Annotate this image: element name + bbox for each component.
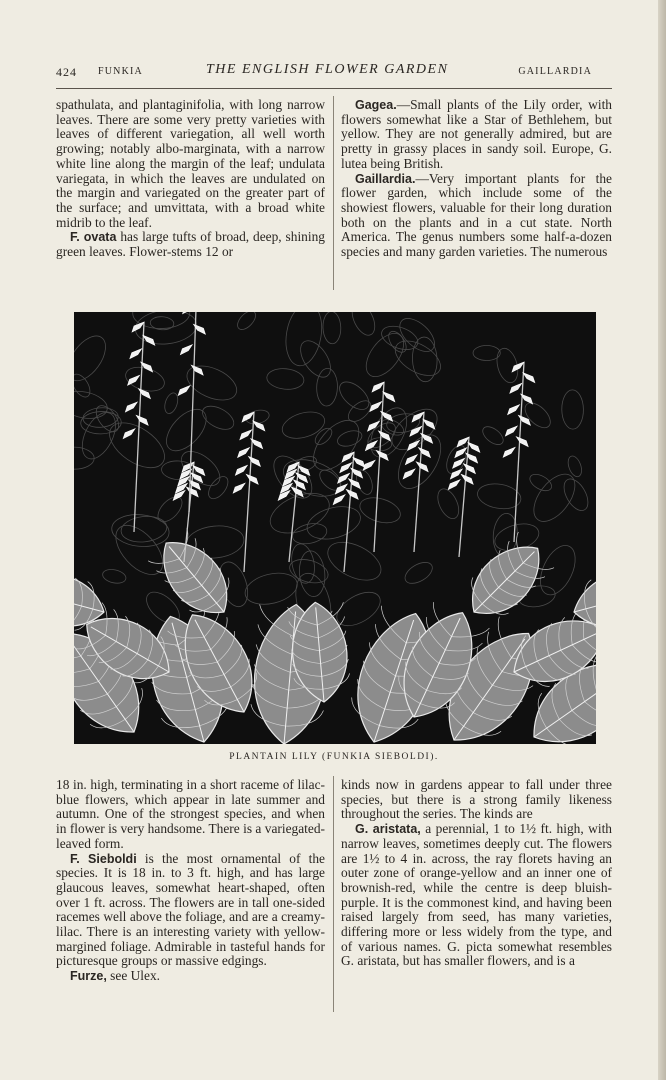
figure-caption: PLANTAIN LILY (FUNKIA SIEBOLDI). [229,752,439,762]
column-separator-top [333,96,334,290]
paragraph: kinds now in gardens appear to fall under three species, but there is a strong family likeness throughout the series. The kinds are [341,777,612,822]
entry-heading: G. aristata, [355,822,421,837]
running-header [56,62,612,82]
column-bottom-right [341,778,612,969]
entry-text: see Ulex. [106,968,160,984]
entry-heading: F. ovata [70,230,117,245]
entry-heading: Gaillardia. [355,171,416,186]
column-top-left [56,98,325,260]
column-separator-bottom [333,776,334,1012]
paragraph: spathulata, and plantaginifolia, with long narrow leaves. There are some very pretty varieties with leaves of different variegation, all well worth growing; notably albo-marginata, with a narrow white line along the margin of the leaf; undulata variegata, in which the leaves are undulated on the margin and variegated on the greater part of the surface; and umvittata, with a broad white midrib to the leaf. [56,97,325,230]
paragraph [56,230,325,259]
entry-text: —Very important plants for the flower garden, which include some of the showiest flowers, valuable for their long duration both on the plants and in a cut state. North America. The genus numbers some half-a-dozen species and many garden varieties. The numerous [341,170,612,260]
column-top-right [341,98,612,260]
page-edge [658,0,666,1080]
entry-text: a perennial, 1 to 1½ ft. high, with narrow leaves, sometimes deeply cut. The flowers are 1½ to 4 in. across, the ray florets having an outer zone of orange-yellow and an inner one of brownish-red, while the centre is deep bluish-purple. It is the commonest kind, and having been raised largely from seed, has many varieties, differing more or less widely from the type, and of various names. G. picta somewhat resembles G. aristata, but has smaller flowers, and is a [341,821,612,969]
book-title: THE ENGLISH FLOWER GARDEN [206,62,449,77]
header-right-word: GAILLARDIA [518,66,592,77]
paragraph [56,852,325,970]
paragraph [341,98,612,172]
paragraph [341,172,612,260]
paragraph [56,969,325,984]
column-bottom-left [56,778,325,984]
hosta-leaves [74,527,596,744]
engraving-svg [74,312,596,744]
entry-text: is the most ornamental of the species. It is 18 in. to 3 ft. high, and has large glaucous leaves, somewhat heart-shaped, often over 1 ft. across. The flowers are in tall one-sided racemes well above the foliage, and are a creamy-lilac. There is an interesting variety with yellow-margined foliage. Admirable in tasteful hands for picturesque groups or massive edgings. [56,850,325,969]
entry-heading: Gagea. [355,98,397,112]
header-rule [56,88,612,89]
page-number: 424 [56,65,77,79]
entry-heading: Furze, [70,969,107,984]
plantain-lily-illustration [74,312,596,744]
entry-text: has large tufts of broad, deep, shining green leaves. Flower-stems 12 or [56,229,325,260]
paragraph [341,822,612,969]
entry-text: —Small plants of the Lily order, with flowers somewhat like a Star of Bethlehem, but yellow. They are not generally admired, but are pretty in grassy places in sandy soil. Europe, G. lutea being British. [341,97,612,171]
entry-heading: F. Sieboldi [70,851,137,866]
header-left-word: FUNKIA [98,66,143,77]
paragraph: 18 in. high, terminating in a short raceme of lilac-blue flowers, which appear in late summer and autumn. One of the strongest species, and when in flower is very handsome. There is a variegated-leaved form. [56,777,325,851]
